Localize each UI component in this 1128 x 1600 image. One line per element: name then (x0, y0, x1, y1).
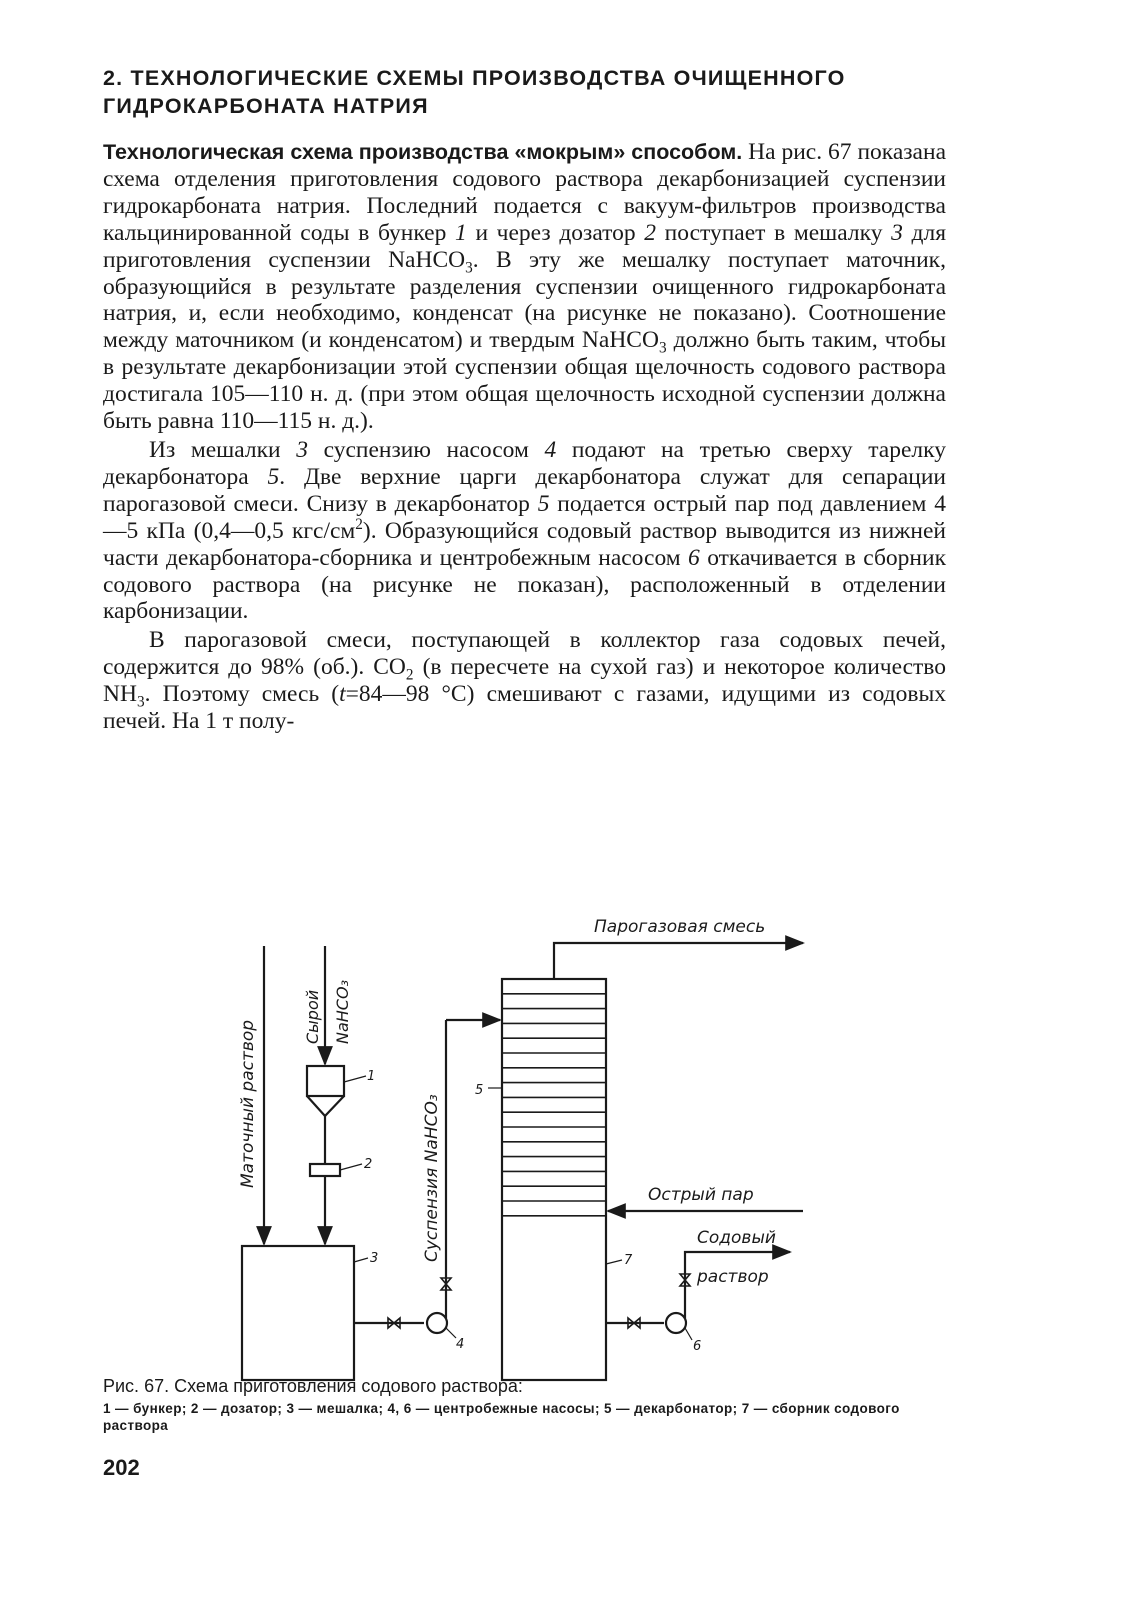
num-3: 3 (370, 1251, 379, 1266)
num-1: 1 (367, 1069, 376, 1084)
label-suspension: Суспензия NaHCO₃ (422, 1094, 442, 1262)
ref-number: 5 (267, 463, 280, 490)
paragraph-1 (103, 139, 946, 435)
label-soda-1: Содовый (697, 1228, 776, 1248)
text-run: подают на третью сверху тарелку декарбонатора (103, 436, 946, 490)
valve-1 (388, 1318, 400, 1328)
text-run: . Поэтому смесь ( (144, 681, 340, 708)
label-raw-formula: NaHCO₃ (333, 980, 352, 1044)
label-live-steam: Острый пар (648, 1185, 754, 1205)
num-5: 5 (475, 1083, 484, 1098)
decarbonator-5 (502, 979, 606, 1380)
num-7: 7 (624, 1253, 633, 1268)
text-run: суспензию насосом (307, 436, 545, 463)
superscript: 2 (355, 515, 363, 533)
text-run: . Две верхние царги декарбонатора служат для сепарации парогазовой смеси. Снизу в декарбонатор (103, 463, 947, 517)
subscript: 3 (136, 693, 145, 711)
ref-number: 3 (891, 219, 903, 246)
text-run: ). Образующийся содовый раствор выводится из нижней части декарбонатора-сборника и центробежным насосом (103, 517, 946, 571)
body-text (103, 139, 946, 737)
paragraph-3 (103, 627, 946, 735)
pump-4 (427, 1313, 447, 1333)
dispenser-2 (310, 1164, 340, 1176)
valve-2 (441, 1278, 451, 1290)
caption-title: Рис. 67. Схема приготовления содового раствора: (103, 1376, 523, 1396)
text-run: =84—98 °C) смешивают с газами, идущими из содовых печей. На 1 т полу- (103, 681, 946, 735)
bunker-1 (307, 1066, 344, 1096)
text-run: должно быть таким, чтобы в результате декарбонизации этой суспензии общая щелочность содового раствора достигала 105—110 н. д. (при этом общая щелочность исходной суспензии должна быть равна 110—115 н. д.). (103, 327, 946, 435)
text-run: (в пересчете на сухой газ) и некоторое количество NH (103, 654, 946, 708)
bunker-cone (307, 1096, 344, 1116)
paragraph-lead: Технологическая схема производства «мокрым» способом. (103, 140, 743, 164)
valve-4 (680, 1274, 690, 1286)
subscript: 3 (658, 340, 667, 358)
ref-number: 6 (688, 544, 700, 571)
label-raw: Сырой (303, 989, 322, 1044)
figure-caption (103, 1374, 963, 1434)
ref-number: 4 (544, 436, 557, 463)
label-vapor-mixture: Парогазовая смесь (594, 917, 766, 937)
text-run: В парогазовой смеси, поступающей в коллектор газа содовых печей, содержится до 98% (об.). CO (103, 627, 946, 681)
text-run: подается острый пар под давлением 4—5 кПа (0,4—0,5 кгс/см (103, 490, 946, 544)
label-mother-liquor: Маточный раствор (238, 1019, 258, 1188)
caption-legend: 1 — бункер; 2 — дозатор; 3 — мешалка; 4, 6 — центробежные насосы; 5 — декарбонатор; 7 — сборник содового раствора (103, 1401, 900, 1433)
valve-3 (628, 1318, 640, 1328)
ref-number: 1 (455, 219, 467, 246)
subscript: 3 (465, 259, 473, 277)
decarbonator-trays (502, 994, 606, 1216)
heading-line-2: ГИДРОКАРБОНАТА НАТРИЯ (103, 94, 429, 118)
heading-line-1: 2. ТЕХНОЛОГИЧЕСКИЕ СХЕМЫ ПРОИЗВОДСТВА ОЧИЩЕННОГО (103, 66, 846, 90)
text-run: для приготовления суспензии NaHCO (103, 219, 947, 273)
mixer-3 (242, 1246, 354, 1380)
text-run: и через дозатор (466, 219, 645, 246)
subscript: 2 (405, 666, 414, 684)
label-soda-2: раствор (697, 1267, 769, 1287)
ref-number: 2 (644, 219, 657, 246)
paragraph-2 (103, 437, 946, 625)
page-number: 202 (103, 1455, 140, 1480)
pump-6 (666, 1313, 686, 1333)
text-run: На рис. 67 показана схема отделения приготовления содового раствора декарбонизацией суспензии гидрокарбоната натрия. Последний подается с вакуум-фильтров производства кальцинированной соды в бункер (103, 139, 946, 246)
num-4: 4 (456, 1337, 465, 1352)
text-run: . В эту же мешалку поступает маточник, образующийся в результате разделения суспензии очищенного гидрокарбоната натрия, и, если необходимо, конденсат (на рисунке не показано). Соотношение между маточником (и конденсатом) и твердым NaHCO (103, 246, 946, 354)
num-6: 6 (693, 1339, 702, 1354)
variable: t (339, 681, 346, 708)
section-heading (103, 64, 963, 120)
num-2: 2 (364, 1157, 373, 1172)
vapor-outlet-line (554, 943, 803, 979)
text-run: откачивается в сборник содового раствора (на рисунке не показан), расположенный в отделении карбонизации. (103, 544, 946, 625)
ref-number: 3 (296, 436, 308, 463)
text-run: поступает в мешалку (656, 219, 892, 246)
ref-number: 5 (537, 490, 550, 517)
pump-6-outlet (685, 1252, 790, 1318)
text-run: Из мешалки (149, 436, 297, 463)
